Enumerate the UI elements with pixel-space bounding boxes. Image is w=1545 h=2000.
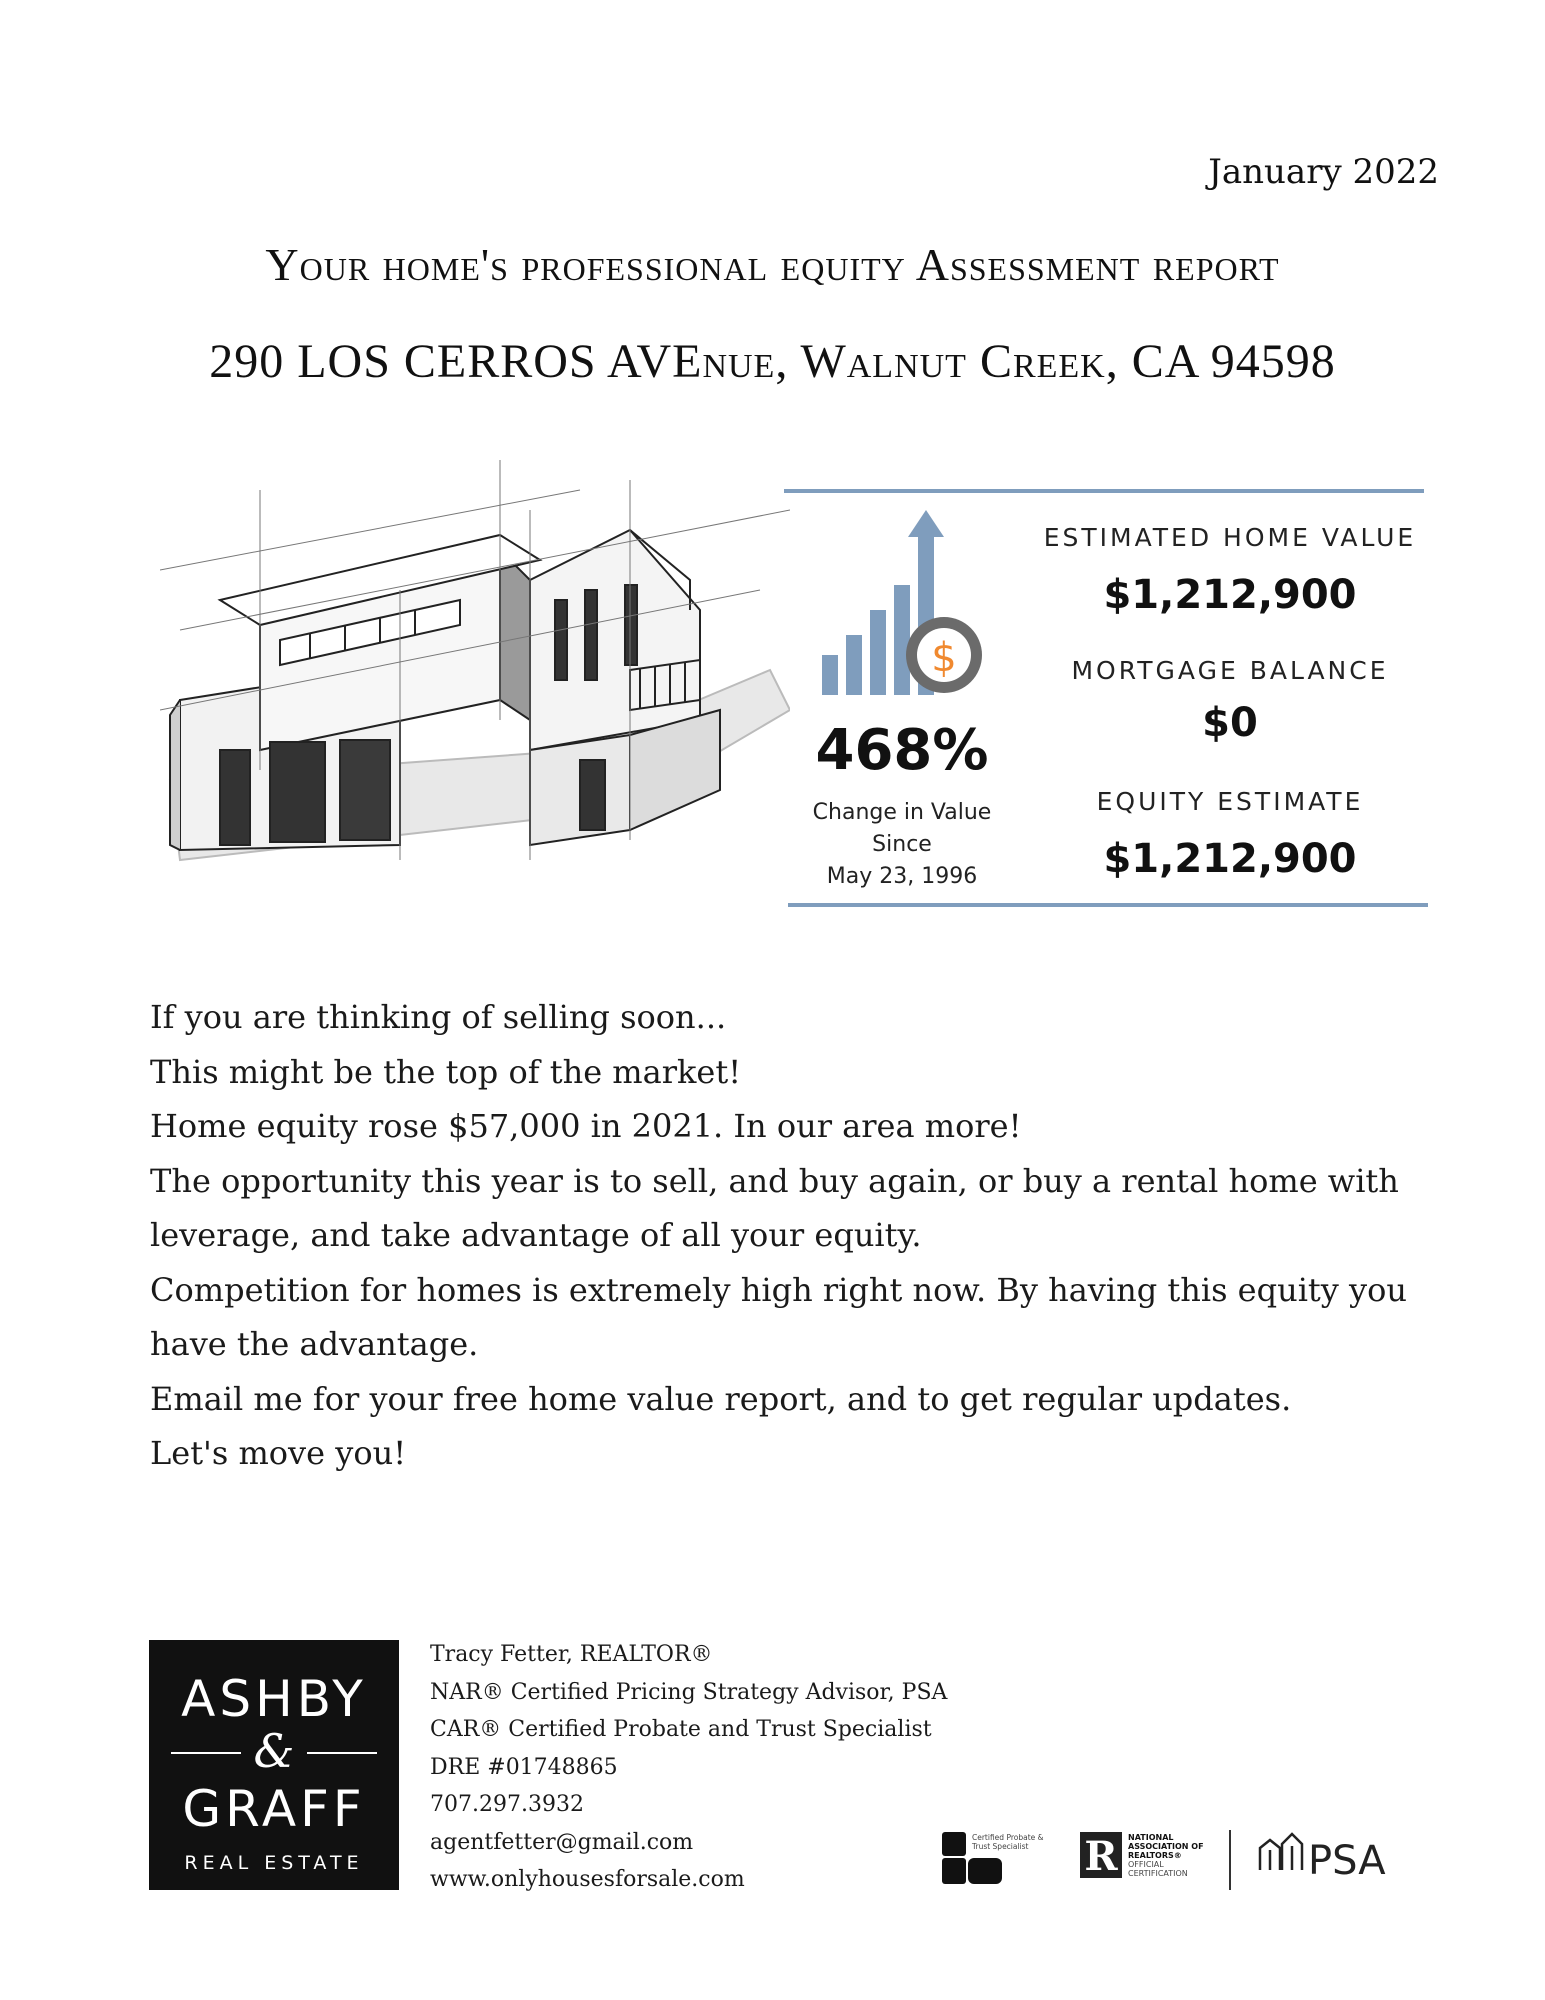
body-line: Competition for homes is extremely high right now. By having this equity you: [150, 1270, 1407, 1309]
body-line: This might be the top of the market!: [150, 1052, 742, 1091]
body-line: The opportunity this year is to sell, and buy again, or buy a rental home with: [150, 1161, 1399, 1200]
agent-phone: 707.297.3932: [430, 1792, 584, 1817]
agent-certification: NAR® Certified Pricing Strategy Advisor, PSA: [430, 1679, 948, 1705]
mortgage-balance-value: $0: [1202, 700, 1258, 746]
report-date: January 2022: [1208, 152, 1439, 192]
property-address: 290 LOS CERROS AVEnue, Walnut Creek, CA 94598: [209, 335, 1336, 388]
agent-dre-number: DRE #01748865: [430, 1754, 618, 1780]
agent-website: www.onlyhousesforsale.com: [430, 1867, 745, 1892]
svg-text:R: R: [1084, 1833, 1118, 1880]
body-message: [150, 990, 1450, 1481]
growth-bar-4: [894, 585, 910, 695]
equity-estimate-value: $1,212,900: [1103, 836, 1357, 882]
estimated-home-value-label: ESTIMATED HOME VALUE: [1043, 523, 1417, 552]
value-change-percent: 468%: [815, 718, 989, 783]
value-change-since-date: May 23, 1996: [826, 864, 978, 889]
body-line: Let's move you!: [150, 1434, 407, 1472]
ashby-graff-logo: [149, 1640, 399, 1890]
body-line: leverage, and take advantage of all your equity.: [150, 1216, 922, 1254]
equity-estimate-label: EQUITY ESTIMATE: [1096, 787, 1364, 816]
value-change-caption: Change in Value: [812, 800, 992, 825]
bar-chart-with-dollar-coin-icon: [812, 505, 997, 705]
psa-badge-text: PSA: [1308, 1838, 1386, 1884]
body-line: Email me for your free home value report, and to get regular updates.: [150, 1379, 1292, 1418]
house-sketch-illustration: [160, 450, 790, 870]
nar-realtor-logo-icon: [1080, 1832, 1204, 1880]
agent-name: Tracy Fetter, REALTOR®: [430, 1642, 713, 1667]
estimated-home-value: $1,212,900: [1103, 572, 1357, 618]
body-line: Home equity rose $57,000 in 2021. In our area more!: [150, 1107, 1022, 1145]
nar-badge-text: ASSOCIATION OF: [1128, 1842, 1204, 1851]
growth-arrow-head: [908, 510, 944, 537]
mortgage-balance-label: MORTGAGE BALANCE: [1071, 656, 1389, 685]
logo-text-ashby: ASHBY: [181, 1670, 367, 1728]
stats-bottom-rule: [788, 903, 1428, 907]
logo-text-ampersand: &: [253, 1724, 295, 1778]
stats-top-rule: [784, 489, 1424, 493]
certification-badges: [940, 1820, 1420, 1900]
growth-bar-1: [822, 655, 838, 695]
logo-divider: [307, 1752, 377, 1754]
growth-bar-3: [870, 610, 886, 695]
body-line: have the advantage.: [150, 1325, 479, 1363]
probate-badge-text: Certified Probate &: [972, 1833, 1044, 1842]
logo-text-real-estate: REAL ESTATE: [184, 1852, 364, 1874]
growth-bar-2: [846, 635, 862, 695]
nar-badge-text: REALTORS®: [1128, 1851, 1182, 1860]
logo-text-graff: GRAFF: [182, 1780, 366, 1838]
report-title: Your home's professional equity Assessment report: [265, 239, 1280, 290]
agent-email: agentfetter@gmail.com: [430, 1829, 694, 1855]
svg-text:$: $: [931, 635, 957, 681]
nar-badge-text: CERTIFICATION: [1128, 1869, 1188, 1878]
probate-trust-specialist-badge-icon: [942, 1832, 1044, 1884]
nar-badge-text: OFFICIAL: [1128, 1860, 1164, 1869]
probate-badge-text: Trust Specialist: [972, 1842, 1029, 1851]
psa-logo-icon: [1260, 1834, 1302, 1870]
value-change-caption: Since: [872, 832, 932, 857]
agent-certification: CAR® Certified Probate and Trust Specialist: [430, 1717, 932, 1742]
agent-contact-block: [430, 1636, 947, 1899]
body-line: If you are thinking of selling soon...: [150, 998, 727, 1036]
nar-badge-text: NATIONAL: [1128, 1833, 1174, 1842]
